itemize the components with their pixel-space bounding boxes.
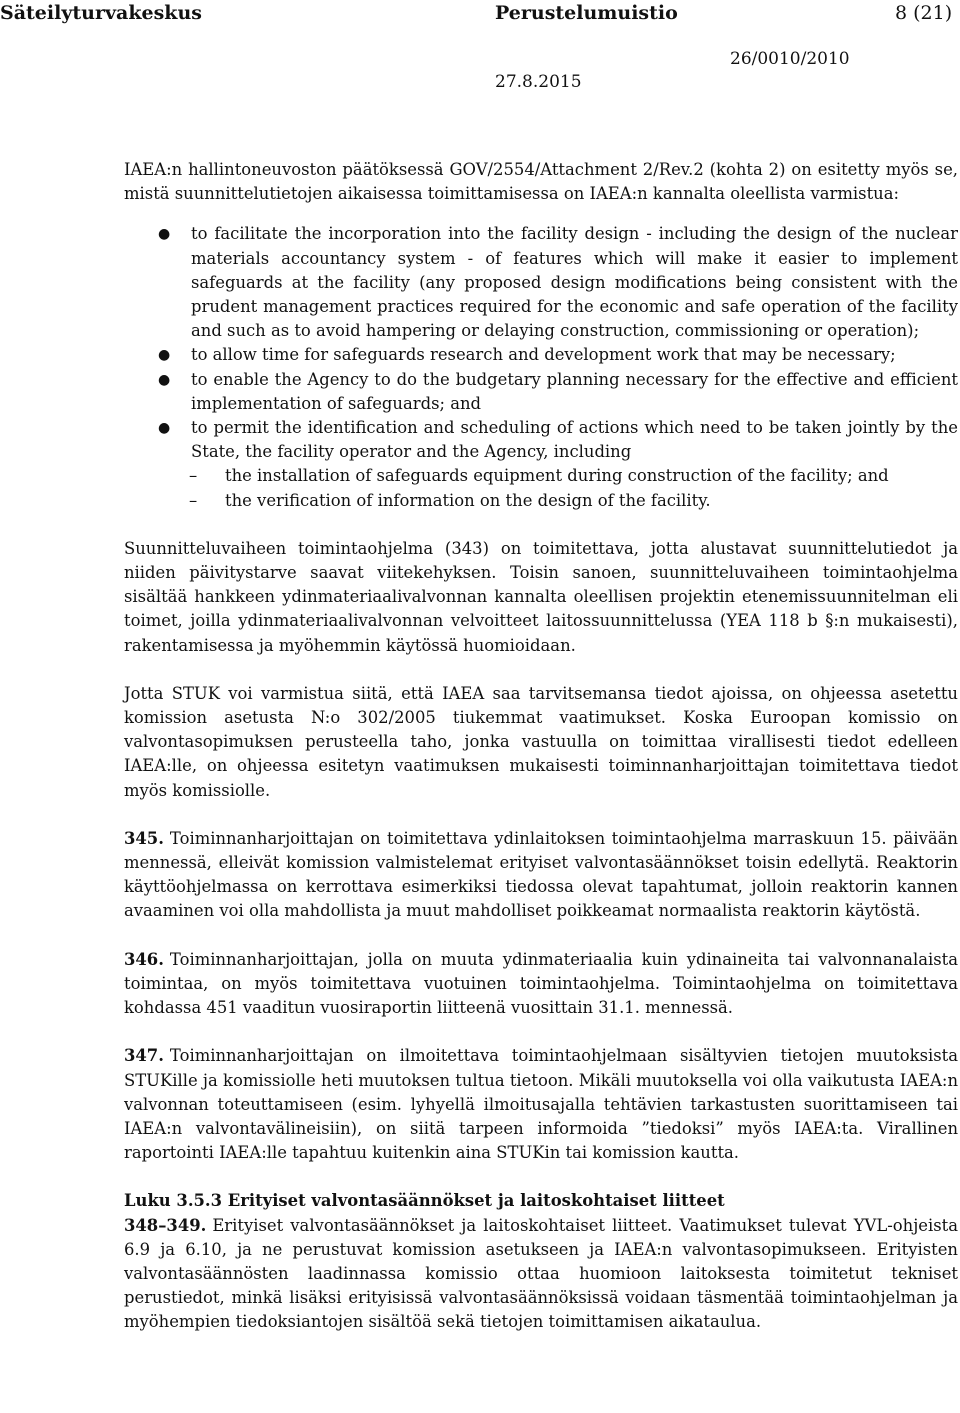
organization-name: Säteilyturvakeskus: [0, 2, 202, 24]
paragraph-343: Suunnitteluvaiheen toimintaohjelma (343) on toimitettava, jotta alustavat suunnittelutiedot ja niiden päivitystarve saavat viitekehyksen. Toisin sanoen, suunnitteluvaiheen toimintaohjelma sisältää hankkeen ydinmateriaalivalvonnan kannalta oleellisen projektin etenemissuunnitelman eli toimet, joilla ydinmateriaalivalvonnan velvoitteet laitossuunnittelussa (YEA 118 b §:n mukaisesti), rakentamisessa ja myöhemmin käytössä huomioidaan.: [124, 538, 958, 655]
sub-list-item: [191, 464, 958, 488]
paragraph-346: [124, 948, 958, 1021]
paragraph-348-349: [124, 1214, 958, 1335]
document-body: [124, 158, 958, 1335]
list-item: [124, 368, 958, 416]
document-type: Perustelumuistio: [495, 2, 678, 24]
document-date: 27.8.2015: [495, 72, 582, 92]
list-item: [124, 343, 958, 367]
sub-list-item-text: the verification of information on the design of the facility.: [225, 490, 711, 510]
list-item: [124, 416, 958, 513]
page-number: 8 (21): [895, 2, 953, 24]
paragraph-number: 348–349.: [124, 1215, 207, 1235]
dash-list: [191, 464, 958, 512]
paragraph-text: Toiminnanharjoittajan on ilmoitettava toimintaohjelmaan sisältyvien tietojen muutoksista STUKille ja komissiolle heti muutoksen tultua tietoon. Mikäli muutoksella voi olla vaikutusta IAEA:n valvonnan toteuttamiseen (esim. lyhyellä ilmoitusajalla tehtävien tarkastusten suorittamiseen tai IAEA:n valvontavälineisiin), on siitä tarpeen informoida ”tiedoksi” myös IAEA:ta. Virallinen raportointi IAEA:lle tapahtuu kuitenkin aina STUKin tai komission kautta.: [124, 1046, 958, 1163]
paragraph-number: 347.: [124, 1046, 164, 1066]
dash-icon: –: [189, 490, 198, 510]
list-item-text: to permit the identification and scheduling of actions which need to be taken jointly by the State, the facility operator and the Agency, including: [191, 418, 958, 462]
paragraph-text: Erityiset valvontasäännökset ja laitoskohtaiset liitteet. Vaatimukset tulevat YVL-ohjeista 6.9 ja 6.10, ja ne perustuvat komission asetukseen ja IAEA:n valvontasopimukseen. Erityisten valvontasäännösten laadinnassa komissio ottaa huomioon laitoksesta toimitetut tekniset perustiedot, minkä lisäksi erityisissä valvontasäännöksissä voidaan täsmentää toimintaohjelman ja myöhempien tiedoksiantojen sisältöä sekä tietojen toimittamisen aikataulua.: [124, 1215, 958, 1332]
paragraph-345: [124, 827, 958, 924]
bullet-icon: ●: [158, 371, 171, 388]
bullet-icon: ●: [158, 420, 171, 437]
sub-list-item-text: the installation of safeguards equipment during construction of the facility; and: [225, 466, 889, 486]
paragraph-number: 346.: [124, 949, 164, 969]
list-item: [124, 222, 958, 343]
page-header: [0, 0, 960, 100]
paragraph-number: 345.: [124, 828, 164, 848]
paragraph-text: Toiminnanharjoittajan on toimitettava ydinlaitoksen toimintaohjelma marraskuun 15. päivään mennessä, elleivät komission valmistelemat erityiset valvontasäännökset toisin edellytä. Reaktorin käyttöohjelmassa on kerrottava esimerkiksi tiedossa olevat tapahtumat, jolloin reaktorin kannen avaaminen voi olla mahdollista ja muut mahdolliset poikkeamat normaalista reaktorin käytöstä.: [124, 828, 958, 921]
paragraph-347: [124, 1044, 958, 1165]
list-item-text: to enable the Agency to do the budgetary planning necessary for the effective and efficient implementation of safeguards; and: [191, 369, 958, 413]
intro-paragraph: IAEA:n hallintoneuvoston päätöksessä GOV/2554/Attachment 2/Rev.2 (kohta 2) on esitetty myös se, mistä suunnittelutietojen aikaisessa toimittamisessa on IAEA:n kannalta oleellista varmistua:: [124, 160, 958, 204]
sub-list-item: [191, 489, 958, 513]
section-heading: Luku 3.5.3 Erityiset valvontasäännökset ja laitoskohtaiset liitteet: [124, 1191, 725, 1211]
document-reference: 26/0010/2010: [730, 49, 850, 69]
dash-icon: –: [189, 466, 198, 486]
list-item-text: to allow time for safeguards research and development work that may be necessary;: [191, 345, 896, 365]
paragraph-text: Toiminnanharjoittajan, jolla on muuta ydinmateriaalia kuin ydinaineita tai valvonnanalaista toimintaa, on myös toimitettava vuotuinen toimintaohjelma. Toimintaohjelma on toimitettava kohdassa 451 vaaditun vuosiraportin liitteenä vuosittain 31.1. mennessä.: [124, 949, 958, 1018]
list-item-text: to facilitate the incorporation into the facility design - including the design of the nuclear materials accountancy system - of features which will make it easier to implement safeguards at the facility (any proposed design modifications being consistent with the prudent management practices required for the economic and safe operation of the facility and such as to avoid hampering or delaying construction, commissioning or operation);: [191, 224, 958, 341]
bullet-icon: ●: [158, 226, 171, 243]
bullet-icon: ●: [158, 347, 171, 364]
bullet-list: [124, 222, 958, 512]
paragraph-stuk: Jotta STUK voi varmistua siitä, että IAEA saa tarvitsemansa tiedot ajoissa, on ohjeessa asetettu komission asetusta N:o 302/2005 tiukemmat vaatimukset. Koska Euroopan komissio on valvontasopimuksen perusteella taho, jonka vastuulla on toimittaa virallisesti tiedot edelleen IAEA:lle, on ohjeessa esitetyn vaatimuksen mukaisesti toiminnanharjoittajan toimitettava tiedot myös komissiolle.: [124, 683, 958, 800]
